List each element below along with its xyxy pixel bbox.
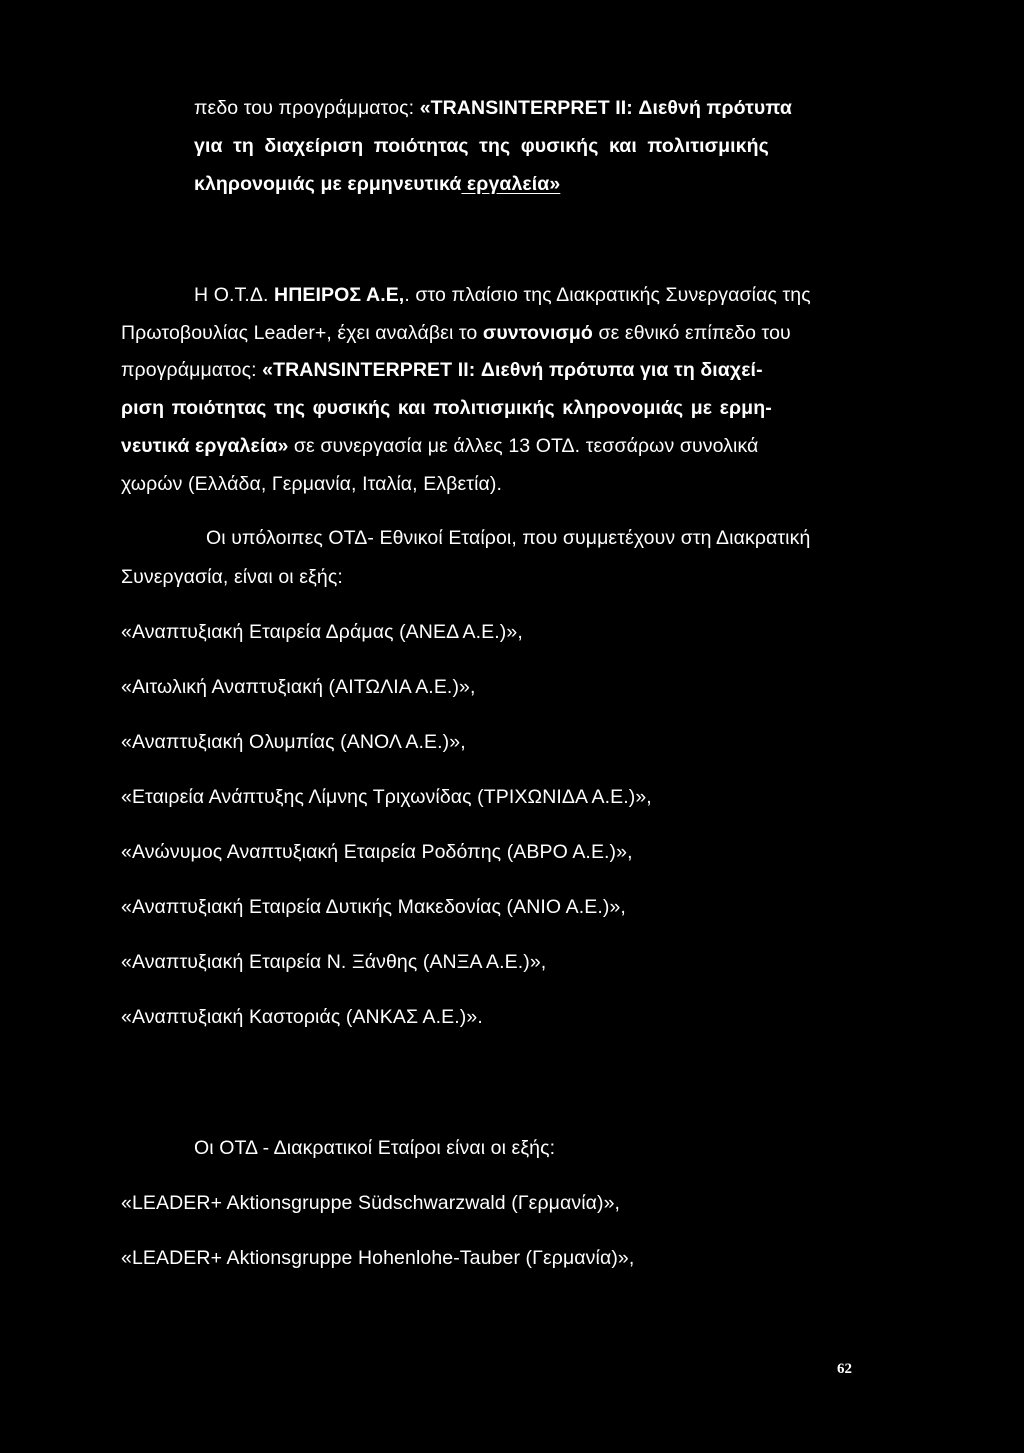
national-partner-item: «Αιτωλική Αναπτυξιακή (ΑΙΤΩΛΙΑ Α.Ε.)»,: [121, 676, 476, 698]
national-partner-item: «Αναπτυξιακή Καστοριάς (ΑΝΚΑΣ Α.Ε.)».: [121, 1006, 483, 1028]
transnational-intro: Οι ΟΤΔ - Διακρατικοί Εταίροι είναι οι εξής:: [194, 1137, 556, 1159]
main-paragraph-line-2: Πρωτοβουλίας Leader+, έχει αναλάβει το συντονισμό σε εθνικό επίπεδο του: [121, 322, 791, 344]
transnational-partner-item: «LEADER+ Aktionsgruppe Südschwarzwald (Γερμανία)»,: [121, 1192, 621, 1214]
partners-intro-line-2: Συνεργασία, είναι οι εξής:: [121, 566, 343, 588]
main-paragraph-line-5: νευτικά εργαλεία» σε συνεργασία με άλλες 13 ΟΤΔ. τεσσάρων συνολικά: [121, 435, 759, 457]
intro-line-2: για τη διαχείριση ποιότητας της φυσικής και πολιτισμικής: [194, 135, 769, 157]
national-partner-item: «Ανώνυμος Αναπτυξιακή Εταιρεία Ροδόπης (ΑΒΡΟ Α.Ε.)»,: [121, 841, 633, 863]
main-paragraph-line-1: Η Ο.Τ.Δ. ΗΠΕΙΡΟΣ Α.Ε,. στο πλαίσιο της Διακρατικής Συνεργασίας της: [194, 284, 811, 306]
main-paragraph-line-3: προγράμματος: «TRANSINTERPRET II: Διεθνή πρότυπα για τη διαχεί-: [121, 359, 763, 381]
intro-line-3: κληρονομιάς με ερμηνευτικά εργαλεία»: [194, 173, 561, 195]
intro-line-1: πεδο του προγράμματος: «TRANSINTERPRET II: Διεθνή πρότυπα: [194, 97, 792, 119]
transnational-partner-item: «LEADER+ Aktionsgruppe Hohenlohe-Tauber (Γερμανία)»,: [121, 1247, 635, 1269]
main-paragraph-line-4: ριση ποιότητας της φυσικής και πολιτισμικής κληρονομιάς με ερμη-: [121, 397, 772, 419]
partners-intro-line-1: Οι υπόλοιπες ΟΤΔ- Εθνικοί Εταίροι, που συμμετέχουν στη Διακρατική: [206, 527, 811, 549]
main-paragraph-line-6: χωρών (Ελλάδα, Γερμανία, Ιταλία, Ελβετία).: [121, 473, 502, 495]
national-partner-item: «Αναπτυξιακή Εταιρεία Δυτικής Μακεδονίας (ΑΝΙΟ Α.Ε.)»,: [121, 896, 626, 918]
page-number: 62: [837, 1361, 852, 1377]
national-partner-item: «Αναπτυξιακή Εταιρεία Ν. Ξάνθης (ΑΝΞΑ Α.Ε.)»,: [121, 951, 547, 973]
national-partner-item: «Εταιρεία Ανάπτυξης Λίμνης Τριχωνίδας (ΤΡΙΧΩΝΙΔΑ Α.Ε.)»,: [121, 786, 652, 808]
national-partner-item: «Αναπτυξιακή Εταιρεία Δράμας (ΑΝΕΔ Α.Ε.)»,: [121, 621, 523, 643]
national-partner-item: «Αναπτυξιακή Ολυμπίας (ΑΝΟΛ Α.Ε.)»,: [121, 731, 466, 753]
